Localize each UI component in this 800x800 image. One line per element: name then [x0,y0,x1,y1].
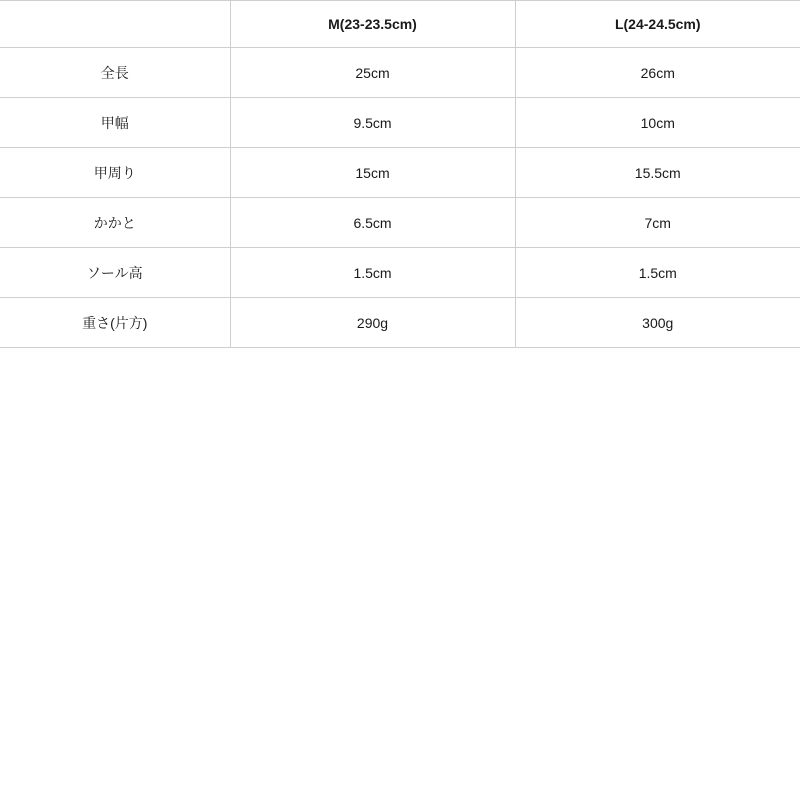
column-header-size-l: L(24-24.5cm) [515,1,800,48]
size-spec-table [0,0,800,348]
row-label: 甲周り [0,148,230,198]
row-label: 全長 [0,48,230,98]
cell-size-m: 6.5cm [230,198,515,248]
cell-size-m: 290g [230,298,515,348]
cell-size-l: 26cm [515,48,800,98]
row-label: ソール高 [0,248,230,298]
cell-size-l: 7cm [515,198,800,248]
column-header-size-m: M(23-23.5cm) [230,1,515,48]
table-row [0,48,800,98]
table-row [0,198,800,248]
table-body [0,48,800,348]
cell-size-m: 9.5cm [230,98,515,148]
row-label: 甲幅 [0,98,230,148]
cell-size-l: 1.5cm [515,248,800,298]
cell-size-l: 15.5cm [515,148,800,198]
table-header-row [0,1,800,48]
cell-size-m: 1.5cm [230,248,515,298]
table-row [0,98,800,148]
column-header-blank [0,1,230,48]
table-header [0,1,800,48]
cell-size-l: 10cm [515,98,800,148]
row-label: 重さ(片方) [0,298,230,348]
cell-size-m: 15cm [230,148,515,198]
cell-size-m: 25cm [230,48,515,98]
table-row [0,298,800,348]
row-label: かかと [0,198,230,248]
table-row [0,148,800,198]
cell-size-l: 300g [515,298,800,348]
table-row [0,248,800,298]
